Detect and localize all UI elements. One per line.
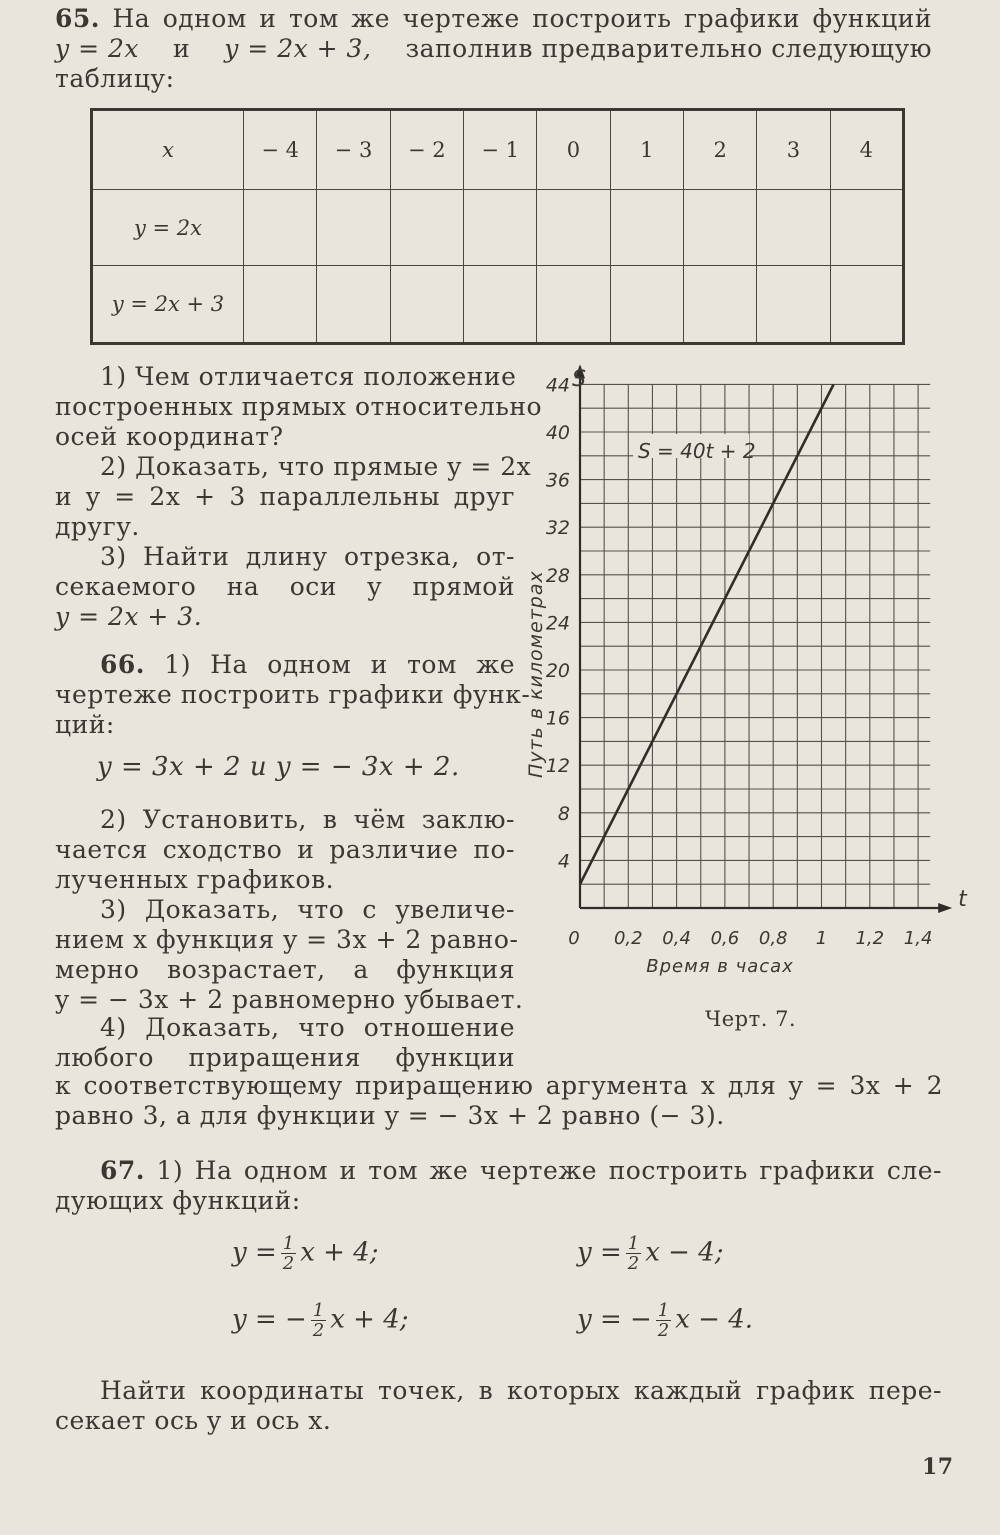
p67-line1-text: 1) На одном и том же чертеже построить графики сле- bbox=[156, 1156, 942, 1185]
table-cell: − 1 bbox=[463, 110, 536, 190]
x-tick-label: 0,8 bbox=[758, 928, 788, 949]
table-cell: 0 bbox=[537, 110, 610, 190]
table-cell: 4 bbox=[830, 110, 903, 190]
p66-q2-b: чается сходство и различие по- bbox=[55, 835, 515, 864]
p65-formula2: y = 2x + 3, bbox=[224, 34, 372, 63]
p66-q4-c: к соответствующему приращению аргумента x для y = 3x + 2 bbox=[55, 1071, 943, 1100]
p65-q3-c: y = 2x + 3. bbox=[55, 602, 203, 631]
p66-q3-b: нием x функция y = 3x + 2 равно- bbox=[55, 925, 519, 954]
table-head-y2: y = 2x + 3 bbox=[92, 266, 244, 344]
y-tick-label: 8 bbox=[557, 802, 570, 825]
p66-q3-c: мерно возрастает, а функция bbox=[55, 955, 515, 984]
p66-q4-d: равно 3, а для функции y = − 3x + 2 равно (− 3). bbox=[55, 1101, 725, 1130]
p65-q1-b: построенных прямых относительно bbox=[55, 392, 543, 421]
chart-grid bbox=[580, 384, 930, 908]
p65-formula1: y = 2x bbox=[55, 34, 139, 63]
table-cell: 3 bbox=[757, 110, 830, 190]
p66-number: 66. bbox=[100, 650, 145, 679]
p67-line1 bbox=[100, 1156, 942, 1186]
p67-formula3: y = − $\frac{1}{2}$ x + 4; bbox=[232, 1300, 409, 1341]
p65-q2-a: 2) Доказать, что прямые y = 2x bbox=[100, 452, 532, 481]
p66-q3-d: y = − 3x + 2 равномерно убывает. bbox=[55, 985, 524, 1014]
table-cell: − 2 bbox=[390, 110, 463, 190]
table-cell: 1 bbox=[610, 110, 683, 190]
x-tick-label: 1,2 bbox=[855, 928, 885, 949]
values-table bbox=[90, 108, 905, 345]
table-cell: 2 bbox=[683, 110, 756, 190]
p67-formula2: y = $\frac{1}{2}$ x − 4; bbox=[577, 1233, 724, 1274]
p65-line3: таблицу: bbox=[55, 64, 175, 93]
p65-number: 65. bbox=[55, 4, 100, 33]
y-tick-label: 4 bbox=[557, 850, 570, 873]
chart-caption: Черт. 7. bbox=[705, 1007, 797, 1031]
chart-title-box bbox=[633, 434, 755, 463]
p65-q3-a: 3) Найти длину отрезка, от- bbox=[100, 542, 515, 571]
table-head-y1: y = 2x bbox=[92, 190, 244, 266]
x-tick-label: 0,6 bbox=[710, 928, 740, 949]
table-row-y1 bbox=[92, 190, 904, 266]
p66-q2-a: 2) Установить, в чём заклю- bbox=[100, 805, 515, 834]
table-row-y2 bbox=[92, 266, 904, 344]
chart-title: S = 40t + 2 bbox=[637, 438, 756, 463]
p67-task-a: Найти координаты точек, в которых каждый график пере- bbox=[100, 1376, 942, 1405]
p65-q1-a: 1) Чем отличается положение bbox=[100, 362, 517, 391]
y-axis-letter: S bbox=[572, 367, 586, 392]
p65-line1 bbox=[55, 4, 932, 34]
p65-line1-text: На одном и том же чертеже построить графики функций bbox=[112, 4, 932, 33]
y-tick-label: 44 bbox=[545, 374, 570, 397]
y-tick-label: 36 bbox=[545, 469, 570, 492]
p67-number: 67. bbox=[100, 1156, 145, 1185]
p66-q3-a: 3) Доказать, что с увеличе- bbox=[100, 895, 515, 924]
chart-y-ticks bbox=[546, 374, 570, 872]
p65-q1-c: осей координат? bbox=[55, 422, 284, 451]
chart-x-ticks bbox=[568, 928, 932, 949]
chart-ylabel: Путь в километрах bbox=[525, 570, 547, 778]
p65-line2-rest: заполнив предварительно следующую bbox=[405, 34, 932, 63]
table-row-x bbox=[92, 110, 904, 190]
chart-axes bbox=[575, 364, 952, 913]
p66-q4-a: 4) Доказать, что отношение bbox=[100, 1013, 515, 1042]
table-cell: − 3 bbox=[317, 110, 390, 190]
p66-q2-c: лученных графиков. bbox=[55, 865, 335, 894]
y-tick-label: 24 bbox=[545, 612, 570, 635]
p65-q2-c: другу. bbox=[55, 512, 140, 541]
x-tick-label: 1,4 bbox=[903, 928, 933, 949]
p65-q3-b: секаемого на оси y прямой bbox=[55, 572, 515, 601]
p67-line2: дующих функций: bbox=[55, 1186, 301, 1215]
p66-line3: ций: bbox=[55, 710, 115, 739]
y-tick-label: 28 bbox=[545, 564, 570, 587]
y-tick-label: 32 bbox=[545, 517, 570, 540]
p65-q2-b: и y = 2x + 3 параллельны друг bbox=[55, 482, 515, 511]
y-tick-label: 20 bbox=[545, 660, 570, 682]
p66-line1 bbox=[100, 650, 515, 680]
p66-formula: y = 3x + 2 и y = − 3x + 2. bbox=[97, 752, 460, 782]
page-number: 17 bbox=[922, 1454, 954, 1480]
y-tick-label: 40 bbox=[545, 422, 570, 444]
p65-and: и bbox=[173, 34, 191, 63]
x-tick-label: 0,4 bbox=[662, 928, 691, 949]
p65-line2 bbox=[55, 34, 932, 64]
distance-time-chart bbox=[518, 360, 967, 1040]
x-tick-label: 0 bbox=[568, 928, 580, 949]
chart-xlabel: Время в часах bbox=[646, 956, 794, 977]
p67-formula1: y = $\frac{1}{2}$ x + 4; bbox=[232, 1233, 379, 1274]
p67-task-b: секает ось y и ось x. bbox=[55, 1406, 332, 1435]
x-tick-label: 0,2 bbox=[613, 928, 643, 949]
table-cell: − 4 bbox=[244, 110, 317, 190]
p66-line1-text: 1) На одном и том же bbox=[164, 650, 515, 679]
p66-line2: чертеже построить графики функ- bbox=[55, 680, 531, 709]
x-axis-letter: t bbox=[958, 887, 967, 912]
p66-q4-b: любого приращения функции bbox=[55, 1043, 515, 1072]
y-tick-label: 16 bbox=[545, 707, 570, 730]
table-head-x: x bbox=[92, 110, 244, 190]
x-axis-arrow bbox=[938, 903, 952, 913]
p67-formula4: y = − $\frac{1}{2}$ x − 4. bbox=[577, 1300, 754, 1341]
x-tick-label: 1 bbox=[815, 928, 828, 949]
y-tick-label: 12 bbox=[545, 755, 570, 778]
